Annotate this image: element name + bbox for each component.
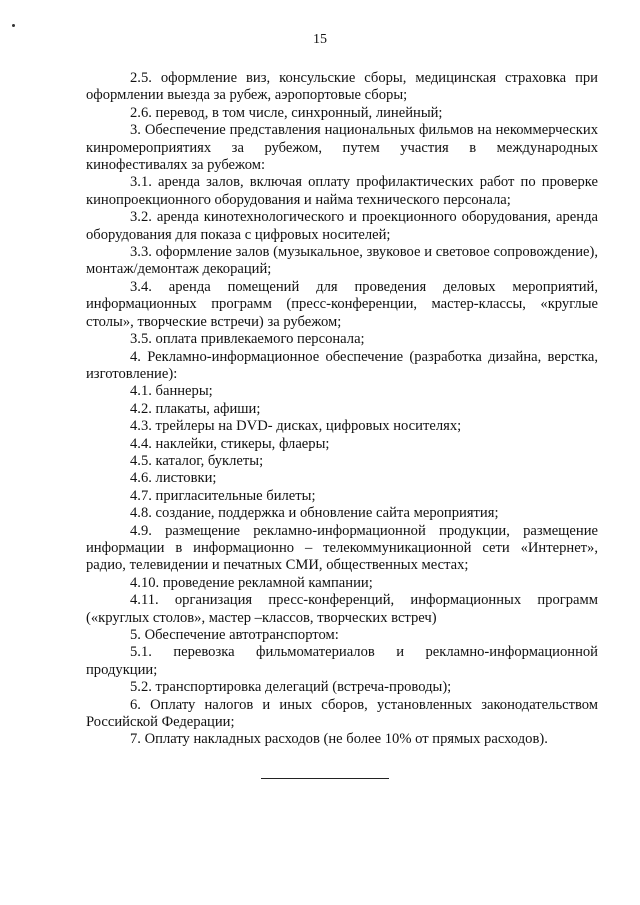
paragraph-5: 5. Обеспечение автотранспортом: (130, 627, 339, 643)
paragraph-3-3: 3.3. оформление залов (музыкальное, звуковое и световое сопровождение), монтаж/демонтаж декораций; (86, 244, 598, 278)
paragraph-2-6: 2.6. перевод, в том числе, синхронный, линейный; (130, 104, 443, 121)
paragraph-7: 7. Оплату накладных расходов (не более 10% от прямых расходов). (130, 731, 548, 748)
paragraph-3: 3. Обеспечение представления национальных фильмов на некоммерческих кинромероприятиях за рубежом, путем участия в международных кинофестивалях за рубежом: (86, 122, 598, 174)
paragraph-3-1: 3.1. аренда залов, включая оплату профилактических работ по проверке кинопроекционного оборудования и найма технического персонала; (86, 174, 598, 208)
paragraph-4-4: 4.4. наклейки, стикеры, флаеры; (130, 435, 330, 452)
paragraph-4-6: 4.6. листовки; (130, 470, 217, 487)
paragraph-5-1: 5.1. перевозка фильмоматериалов и рекламно-информационной продукции; (86, 644, 598, 678)
paragraph-4-7: 4.7. пригласительные билеты; (130, 487, 316, 504)
page-number: 15 (313, 32, 327, 47)
paragraph-3-2: 3.2. аренда кинотехнологического и проекционного оборудования, аренда оборудования для показа с цифровых носителей; (86, 209, 598, 243)
paragraph-4-3: 4.3. трейлеры на DVD- дисках, цифровых носителях; (130, 418, 462, 435)
document-body (86, 70, 598, 749)
paragraph-4-1: 4.1. баннеры; (130, 383, 213, 400)
paragraph-4-11: 4.11. организация пресс-конференций, информационных программ («круглых столов», мастер –классов, творческих встреч) (86, 592, 598, 626)
paragraph-2-5: 2.5. оформление виз, консульские сборы, медицинская страховка при оформлении выезда за рубеж, аэропортовые сборы; (86, 70, 598, 104)
paragraph-4-8: 4.8. создание, поддержка и обновление сайта мероприятия; (130, 505, 499, 522)
paragraph-6: 6. Оплату налогов и иных сборов, установленных законодательством Российской Федерации; (86, 696, 598, 731)
paragraph-3-5: 3.5. оплата привлекаемого персонала; (130, 331, 365, 348)
paragraph-3-4: 3.4. аренда помещений для проведения деловых мероприятий, информационных программ (пресс-конференции, мастер-классы, «круглые столы», творческие встречи) за рубежом; (86, 278, 598, 330)
paragraph-4-2: 4.2. плакаты, афиши; (130, 400, 261, 417)
paragraph-4-5: 4.5. каталог, буклеты; (130, 452, 264, 469)
paragraph-4: 4. Рекламно-информационное обеспечение (разработка дизайна, верстка, изготовление): (86, 348, 598, 382)
paragraph-4-9: 4.9. размещение рекламно-информационной продукции, размещение информации в информационно – телекоммуникационной сети «Интернет», радио, телевидении и печатных СМИ, общественных местах; (86, 522, 598, 574)
end-of-text-rule (261, 778, 389, 779)
paragraph-5-2: 5.2. транспортировка делегаций (встреча-проводы); (130, 679, 452, 696)
scan-artifact-dot (12, 24, 15, 27)
paragraph-4-10: 4.10. проведение рекламной кампании; (130, 574, 373, 591)
